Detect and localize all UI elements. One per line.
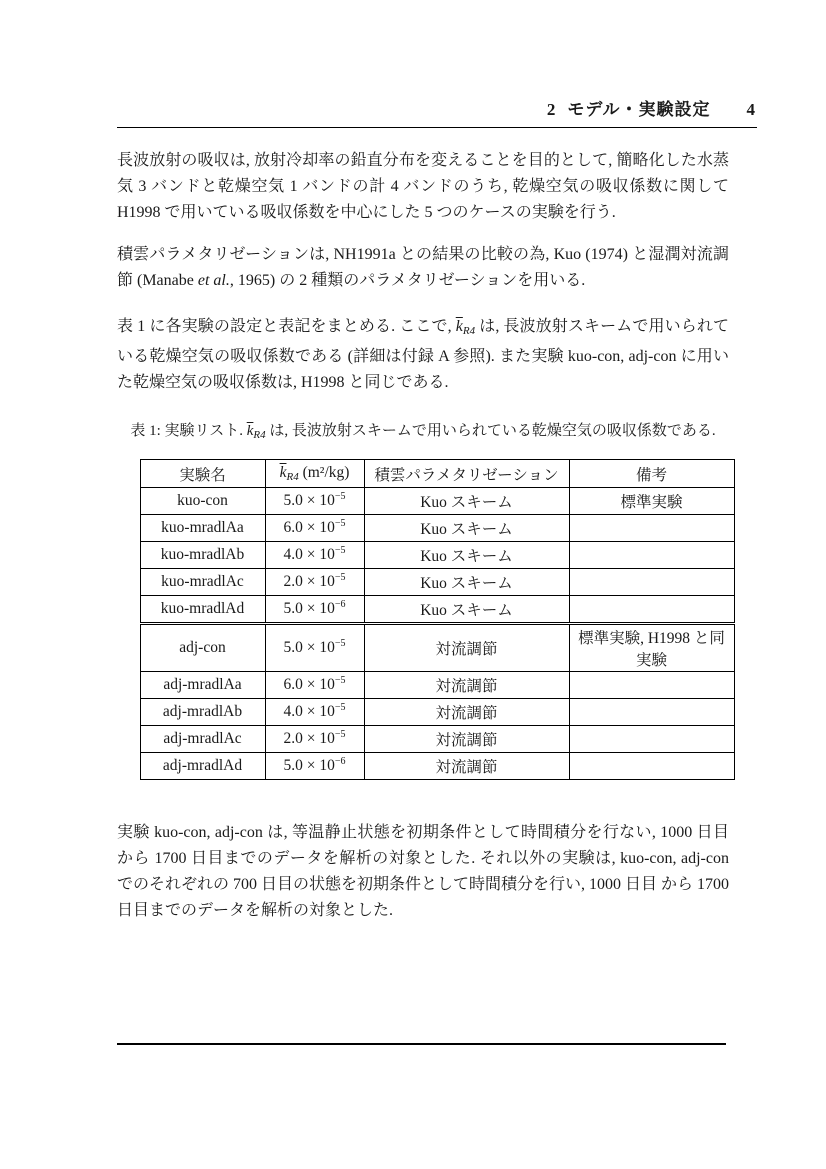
coefficient-exponent: −5 bbox=[334, 491, 346, 503]
remark-cell bbox=[569, 515, 734, 542]
column-header-experiment-name: 実験名 bbox=[140, 460, 265, 488]
paragraph-table-intro bbox=[117, 314, 729, 396]
coefficient-exponent: −5 bbox=[334, 572, 346, 584]
coefficient-unit: (m²/kg) bbox=[298, 464, 350, 481]
coefficient-value-cell: $5.0 \times 10^{-6}$ bbox=[265, 753, 364, 780]
experiment-name-cell: adj-mradlAc bbox=[140, 726, 265, 753]
experiment-name-cell: adj-mradlAd bbox=[140, 753, 265, 780]
parameterization-cell: Kuo スキーム bbox=[364, 596, 569, 624]
remark-cell bbox=[569, 542, 734, 569]
remark-cell bbox=[569, 596, 734, 624]
paragraph-integration-setup bbox=[117, 820, 729, 924]
paragraph-text: は, 長波放射スキームで用いられている乾燥空気の吸収係数である (詳細は付録 A 参照). また実験 kuo-con, adj-con に用いた乾燥空気の吸収係数は, H1998 と同じである. bbox=[117, 318, 729, 391]
text-column bbox=[117, 95, 757, 924]
table-row bbox=[140, 753, 734, 780]
table-row bbox=[140, 515, 734, 542]
experiment-name-cell: adj-con bbox=[140, 624, 265, 672]
parameterization-cell: 対流調節 bbox=[364, 672, 569, 699]
parameterization-cell: 対流調節 bbox=[364, 753, 569, 780]
experiment-name-cell: adj-mradlAb bbox=[140, 699, 265, 726]
paragraph-text: 長波放射の吸収は, 放射冷却率の鉛直分布を変えることを目的として, 簡略化した水蒸気 3 バンドと乾燥空気 1 バンドの計 4 バンドのうち, 乾燥空気の吸収係数に関して H1998 で用いている吸収係数を中心にした 5 つのケースの実験を行う. bbox=[117, 152, 729, 221]
paragraph-text: 積雲パラメタリゼーションは, NH1991a との結果の比較の為, Kuo (1974) と湿潤対流調節 (Manabe bbox=[117, 246, 729, 289]
kbar-subscript: R4 bbox=[462, 325, 476, 337]
table-row bbox=[140, 542, 734, 569]
footer-rule bbox=[117, 1043, 726, 1045]
column-header-remarks: 備考 bbox=[569, 460, 734, 488]
parameterization-cell: Kuo スキーム bbox=[364, 515, 569, 542]
kbar-symbol: $\overline{k}$ bbox=[246, 423, 254, 439]
table-caption bbox=[117, 420, 729, 446]
coefficient-value-cell: $5.0 \times 10^{-5}$ bbox=[265, 488, 364, 515]
experiment-name-cell: kuo-mradlAa bbox=[140, 515, 265, 542]
paragraph-cumulus-parameterization bbox=[117, 242, 729, 294]
remark-cell bbox=[569, 753, 734, 780]
experiment-name-cell: kuo-mradlAb bbox=[140, 542, 265, 569]
section-title: モデル・実験設定 bbox=[567, 100, 711, 119]
remark-cell bbox=[569, 699, 734, 726]
experiment-name-cell: kuo-con bbox=[140, 488, 265, 515]
kbar-subscript: R4 bbox=[253, 429, 266, 441]
coefficient-exponent: −5 bbox=[334, 545, 346, 557]
table-row bbox=[140, 726, 734, 753]
coefficient-value-cell: $5.0 \times 10^{-5}$ bbox=[265, 624, 364, 672]
caption-text: は, 長波放射スキームで用いられている乾燥空気の吸収係数である. bbox=[265, 423, 716, 439]
remark-cell bbox=[569, 569, 734, 596]
parameterization-cell: 対流調節 bbox=[364, 624, 569, 672]
table-row bbox=[140, 672, 734, 699]
table-header-row bbox=[140, 460, 734, 488]
coefficient-value-cell: $6.0 \times 10^{-5}$ bbox=[265, 515, 364, 542]
coefficient-exponent: −5 bbox=[334, 675, 346, 687]
coefficient-exponent: −5 bbox=[334, 702, 346, 714]
coefficient-exponent: −6 bbox=[334, 756, 346, 768]
table-row bbox=[140, 569, 734, 596]
parameterization-cell: Kuo スキーム bbox=[364, 542, 569, 569]
parameterization-cell: 対流調節 bbox=[364, 699, 569, 726]
page-number: 4 bbox=[746, 100, 755, 119]
column-header-cumulus-parameterization: 積雲パラメタリゼーション bbox=[364, 460, 569, 488]
parameterization-cell: Kuo スキーム bbox=[364, 488, 569, 515]
remark-cell bbox=[569, 672, 734, 699]
table-row bbox=[140, 624, 734, 672]
coefficient-value-cell: $6.0 \times 10^{-5}$ bbox=[265, 672, 364, 699]
kbar-symbol: $\overline{k}$ bbox=[455, 318, 463, 335]
experiment-name-cell: kuo-mradlAc bbox=[140, 569, 265, 596]
et-al-italic: et al. bbox=[197, 272, 230, 289]
coefficient-exponent: −6 bbox=[334, 599, 346, 611]
remark-cell: 標準実験 bbox=[569, 488, 734, 515]
kbar-subscript: R4 bbox=[286, 471, 299, 483]
parameterization-cell: Kuo スキーム bbox=[364, 569, 569, 596]
experiment-name-cell: kuo-mradlAd bbox=[140, 596, 265, 624]
table-row bbox=[140, 596, 734, 624]
column-header-absorption-coefficient bbox=[265, 460, 364, 488]
section-number: 2 bbox=[546, 100, 556, 119]
coefficient-exponent: −5 bbox=[334, 638, 346, 650]
paragraph-text: , 1965) の 2 種類のパラメタリゼーションを用いる. bbox=[229, 272, 586, 289]
remark-cell bbox=[569, 726, 734, 753]
coefficient-value-cell: $4.0 \times 10^{-5}$ bbox=[265, 699, 364, 726]
coefficient-exponent: −5 bbox=[334, 518, 346, 530]
caption-text: 表 1: 実験リスト. bbox=[130, 423, 247, 439]
paragraph-text: 表 1 に各実験の設定と表記をまとめる. ここで, bbox=[117, 318, 456, 335]
table-row bbox=[140, 699, 734, 726]
coefficient-value-cell: $2.0 \times 10^{-5}$ bbox=[265, 569, 364, 596]
experiment-name-cell: adj-mradlAa bbox=[140, 672, 265, 699]
coefficient-value-cell: $2.0 \times 10^{-5}$ bbox=[265, 726, 364, 753]
table-row bbox=[140, 488, 734, 515]
experiment-table bbox=[140, 459, 735, 780]
experiment-table-body bbox=[140, 488, 734, 780]
running-header bbox=[117, 95, 757, 120]
remark-cell: 標準実験, H1998 と同実験 bbox=[569, 624, 734, 672]
kbar-symbol: $\overline{k}$ bbox=[279, 464, 287, 481]
header-rule bbox=[117, 127, 757, 128]
coefficient-exponent: −5 bbox=[334, 729, 346, 741]
coefficient-value-cell: $5.0 \times 10^{-6}$ bbox=[265, 596, 364, 624]
paragraph-text: 実験 kuo-con, adj-con は, 等温静止状態を初期条件として時間積分を行ない, 1000 日目 から 1700 日目までのデータを解析の対象とした. それ以外の実験は, kuo-con, adj-con でのそれぞれの 700 日目の状態を初期条件として時間積分を行い, 1000 日目 から 1700 日目までのデータを解析の対象とした. bbox=[117, 824, 730, 919]
paragraph-longwave-absorption bbox=[117, 148, 729, 226]
coefficient-value-cell: $4.0 \times 10^{-5}$ bbox=[265, 542, 364, 569]
parameterization-cell: 対流調節 bbox=[364, 726, 569, 753]
